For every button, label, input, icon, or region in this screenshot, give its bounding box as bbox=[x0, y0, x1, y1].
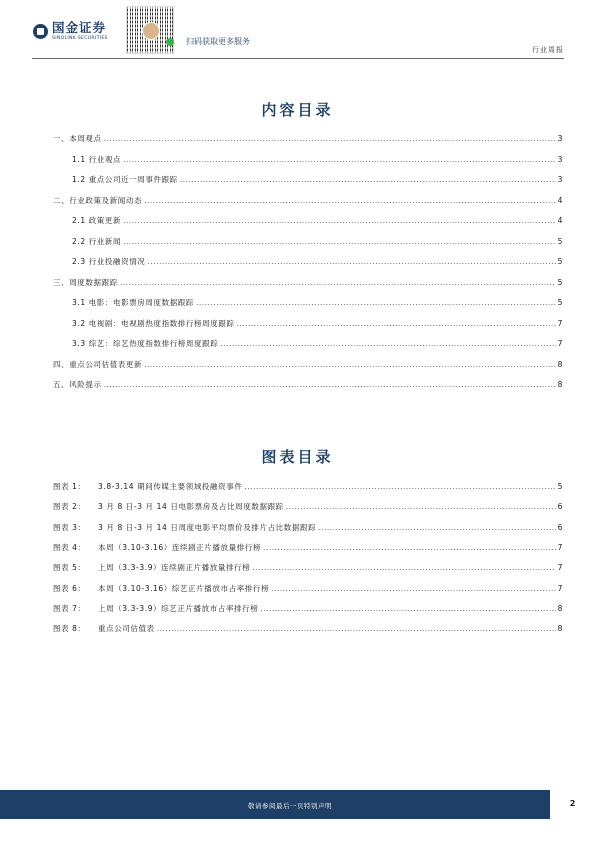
figure-entry-page: 7 bbox=[557, 583, 563, 593]
leader-dots bbox=[180, 175, 556, 184]
scan-service-text: 扫码获取更多服务 bbox=[186, 37, 250, 46]
toc-entry[interactable] bbox=[72, 318, 563, 329]
figure-entry-page: 8 bbox=[557, 624, 563, 634]
toc-entry-label: 1.2 重点公司近一周事件跟踪 bbox=[72, 175, 178, 184]
toc-entry-label: 1.1 行业观点 bbox=[72, 154, 122, 164]
wechat-icon bbox=[166, 38, 174, 46]
page-header bbox=[0, 0, 595, 62]
qr-code-icon[interactable] bbox=[126, 6, 174, 54]
toc-entry[interactable] bbox=[53, 195, 563, 206]
company-logo bbox=[33, 22, 108, 41]
figure-entry-label: 图表 5： bbox=[53, 563, 86, 573]
toc-entry[interactable] bbox=[53, 277, 563, 288]
toc-entry[interactable] bbox=[72, 154, 563, 165]
leader-dots bbox=[123, 216, 556, 225]
figure-entry-label: 图表 1： bbox=[53, 482, 86, 491]
leader-dots bbox=[244, 482, 555, 491]
figure-entry[interactable] bbox=[53, 542, 563, 553]
figure-entry[interactable] bbox=[53, 481, 563, 492]
leader-dots bbox=[147, 257, 555, 266]
figures-title: 图表目录 bbox=[261, 448, 334, 466]
toc-entry[interactable] bbox=[53, 359, 563, 370]
toc-entry-label: 3.3 综艺：综艺热度指数排行榜周度跟踪 bbox=[72, 339, 219, 348]
toc-entry-page: 3 bbox=[557, 134, 563, 143]
qr-center-logo-icon bbox=[142, 22, 160, 40]
toc-entry-label: 2.3 行业投融资情况 bbox=[72, 257, 146, 266]
figure-entry-page: 6 bbox=[557, 502, 563, 512]
toc-entry-page: 7 bbox=[557, 339, 563, 348]
figure-entry[interactable] bbox=[53, 623, 563, 634]
toc-entry-label: 二、行业政策及新闻动态 bbox=[53, 195, 143, 205]
leader-dots bbox=[271, 584, 556, 593]
figure-entry-text: 重点公司估值表 bbox=[98, 624, 155, 634]
figure-entry-page: 8 bbox=[557, 603, 563, 613]
figure-entry[interactable] bbox=[53, 583, 563, 594]
leader-dots bbox=[318, 523, 555, 532]
header-divider bbox=[32, 58, 564, 59]
figure-entry-page: 6 bbox=[557, 522, 563, 532]
toc-title: 内容目录 bbox=[261, 101, 334, 119]
figure-entry[interactable] bbox=[53, 522, 563, 533]
figure-entry-label: 图表 2： bbox=[53, 502, 86, 512]
leader-dots bbox=[286, 502, 556, 511]
figure-entry[interactable] bbox=[53, 603, 563, 614]
leader-dots bbox=[144, 196, 556, 205]
leader-dots bbox=[260, 604, 555, 613]
toc-entry-page: 5 bbox=[557, 277, 563, 287]
toc-entry[interactable] bbox=[72, 256, 563, 267]
toc-entry-page: 5 bbox=[557, 257, 563, 266]
toc-entry-page: 7 bbox=[557, 318, 563, 328]
toc-entry-label: 四、重点公司估值表更新 bbox=[53, 359, 143, 369]
leader-dots bbox=[252, 563, 555, 572]
leader-dots bbox=[157, 624, 556, 633]
figure-entry-page: 7 bbox=[557, 563, 563, 573]
figure-entry-text: 本周（3.10-3.16）综艺正片播放市占率排行榜 bbox=[98, 583, 270, 593]
toc-entry-page: 3 bbox=[557, 175, 563, 184]
figure-entry[interactable] bbox=[53, 562, 563, 573]
figure-entry-text: 3 月 8 日-3 月 14 日电影票房及占比周度数据跟踪 bbox=[98, 502, 284, 512]
toc-entry-page: 4 bbox=[557, 216, 563, 225]
toc-entry-page: 8 bbox=[557, 359, 563, 369]
figure-entry[interactable] bbox=[53, 501, 563, 512]
disclaimer-notice: 敬请参阅最后一页特别声明 bbox=[248, 802, 332, 810]
toc-entry[interactable] bbox=[53, 379, 563, 390]
logo-cn-text: 国金证券 bbox=[52, 20, 107, 35]
toc-entry[interactable] bbox=[72, 297, 563, 308]
page-footer bbox=[0, 790, 595, 819]
toc-entry[interactable] bbox=[72, 236, 563, 247]
logo-mark-icon bbox=[33, 24, 48, 39]
page-number-box bbox=[550, 790, 595, 819]
report-type: 行业周报 bbox=[532, 46, 564, 54]
figure-entry-label: 图表 7： bbox=[53, 603, 86, 613]
toc-entry-label: 2.1 政策更新 bbox=[72, 216, 122, 225]
figure-entry-page: 5 bbox=[557, 482, 563, 491]
leader-dots bbox=[123, 237, 556, 246]
toc-entry-page: 5 bbox=[557, 236, 563, 246]
figure-entry-text: 上周（3.3-3.9）连续剧正片播放量排行榜 bbox=[98, 563, 251, 573]
toc-entry-page: 8 bbox=[557, 380, 563, 389]
leader-dots bbox=[263, 543, 556, 552]
leader-dots bbox=[196, 298, 556, 307]
toc-entry-label: 3.2 电视剧：电视剧热度指数排行榜周度跟踪 bbox=[72, 318, 235, 328]
logo-en-text: SINOLINK SECURITIES bbox=[52, 35, 108, 41]
leader-dots bbox=[120, 278, 556, 287]
leader-dots bbox=[237, 319, 556, 328]
toc-entry[interactable] bbox=[72, 174, 563, 185]
figure-entry-label: 图表 6： bbox=[53, 583, 86, 593]
toc-entry-label: 3.1 电影：电影票房周度数据跟踪 bbox=[72, 298, 195, 307]
figure-entry-text: 上周（3.3-3.9）综艺正片播放市占率排行榜 bbox=[98, 603, 259, 613]
toc-entry-label: 五、风险提示 bbox=[53, 380, 102, 389]
figure-entry-page: 7 bbox=[557, 542, 563, 552]
page-number: 2 bbox=[569, 799, 576, 808]
toc-entry-page: 4 bbox=[557, 195, 563, 205]
leader-dots bbox=[104, 134, 556, 143]
leader-dots bbox=[220, 339, 555, 348]
figure-entry-text: 3.8-3.14 期间传媒主要领域投融资事件 bbox=[98, 482, 243, 491]
toc-entry[interactable] bbox=[72, 215, 563, 226]
toc-entry[interactable] bbox=[53, 133, 563, 144]
toc-entry-label: 三、周度数据跟踪 bbox=[53, 277, 118, 287]
leader-dots bbox=[144, 360, 556, 369]
toc-entry-page: 3 bbox=[557, 154, 563, 164]
toc-entry[interactable] bbox=[72, 338, 563, 349]
figure-entry-label: 图表 8： bbox=[53, 624, 86, 634]
figure-entry-text: 3 月 8 日-3 月 14 日周度电影平均票价及排片占比数据跟踪 bbox=[98, 522, 317, 532]
leader-dots bbox=[123, 155, 556, 164]
figure-entry-text: 本周（3.10-3.16）连续剧正片播放量排行榜 bbox=[98, 542, 262, 552]
leader-dots bbox=[104, 380, 556, 389]
figure-entry-label: 图表 3： bbox=[53, 522, 86, 532]
toc-entry-page: 5 bbox=[557, 298, 563, 307]
figure-entry-label: 图表 4： bbox=[53, 542, 86, 552]
toc-entry-label: 2.2 行业新闻 bbox=[72, 236, 122, 246]
toc-entry-label: 一、本周观点 bbox=[53, 134, 102, 143]
